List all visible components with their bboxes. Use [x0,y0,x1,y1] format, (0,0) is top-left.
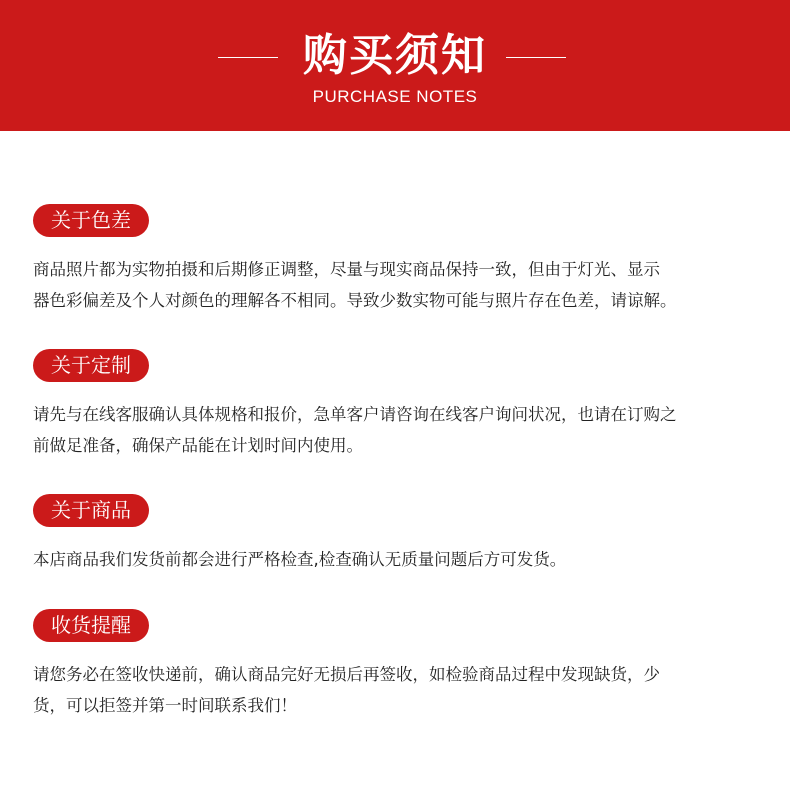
section-text-color-difference [33,254,773,316]
text-line: 货，可以拒签并第一时间联系我们！ [33,696,297,715]
section-text-delivery-reminder [33,659,773,721]
section-text-product [33,544,773,575]
text-line: 请您务必在签收快递前，确认商品完好无损后再签收，如检验商品过程中发现缺货，少 [33,665,660,684]
section-title-customization: 关于定制 [33,349,149,382]
page-subtitle: PURCHASE NOTES [312,87,478,106]
header-right-divider [506,57,566,58]
section-title-product: 关于商品 [33,494,149,527]
text-line: 前做足准备，确保产品能在计划时间内使用。 [33,436,363,455]
section-title-delivery-reminder: 收货提醒 [33,609,149,642]
text-line: 商品照片都为实物拍摄和后期修正调整，尽量与现实商品保持一致，但由于灯光、显示 [33,260,660,279]
header-banner [0,0,790,131]
page-title: 购买须知 [303,30,487,81]
text-line: 器色彩偏差及个人对颜色的理解各不相同。导致少数实物可能与照片存在色差，请谅解。 [33,291,677,310]
section-text-customization [33,399,773,461]
text-line: 请先与在线客服确认具体规格和报价，急单客户请咨询在线客户询问状况，也请在订购之 [33,405,677,424]
section-title-color-difference: 关于色差 [33,204,149,237]
text-line: 本店商品我们发货前都会进行严格检查,检查确认无质量问题后方可发货。 [33,550,567,569]
